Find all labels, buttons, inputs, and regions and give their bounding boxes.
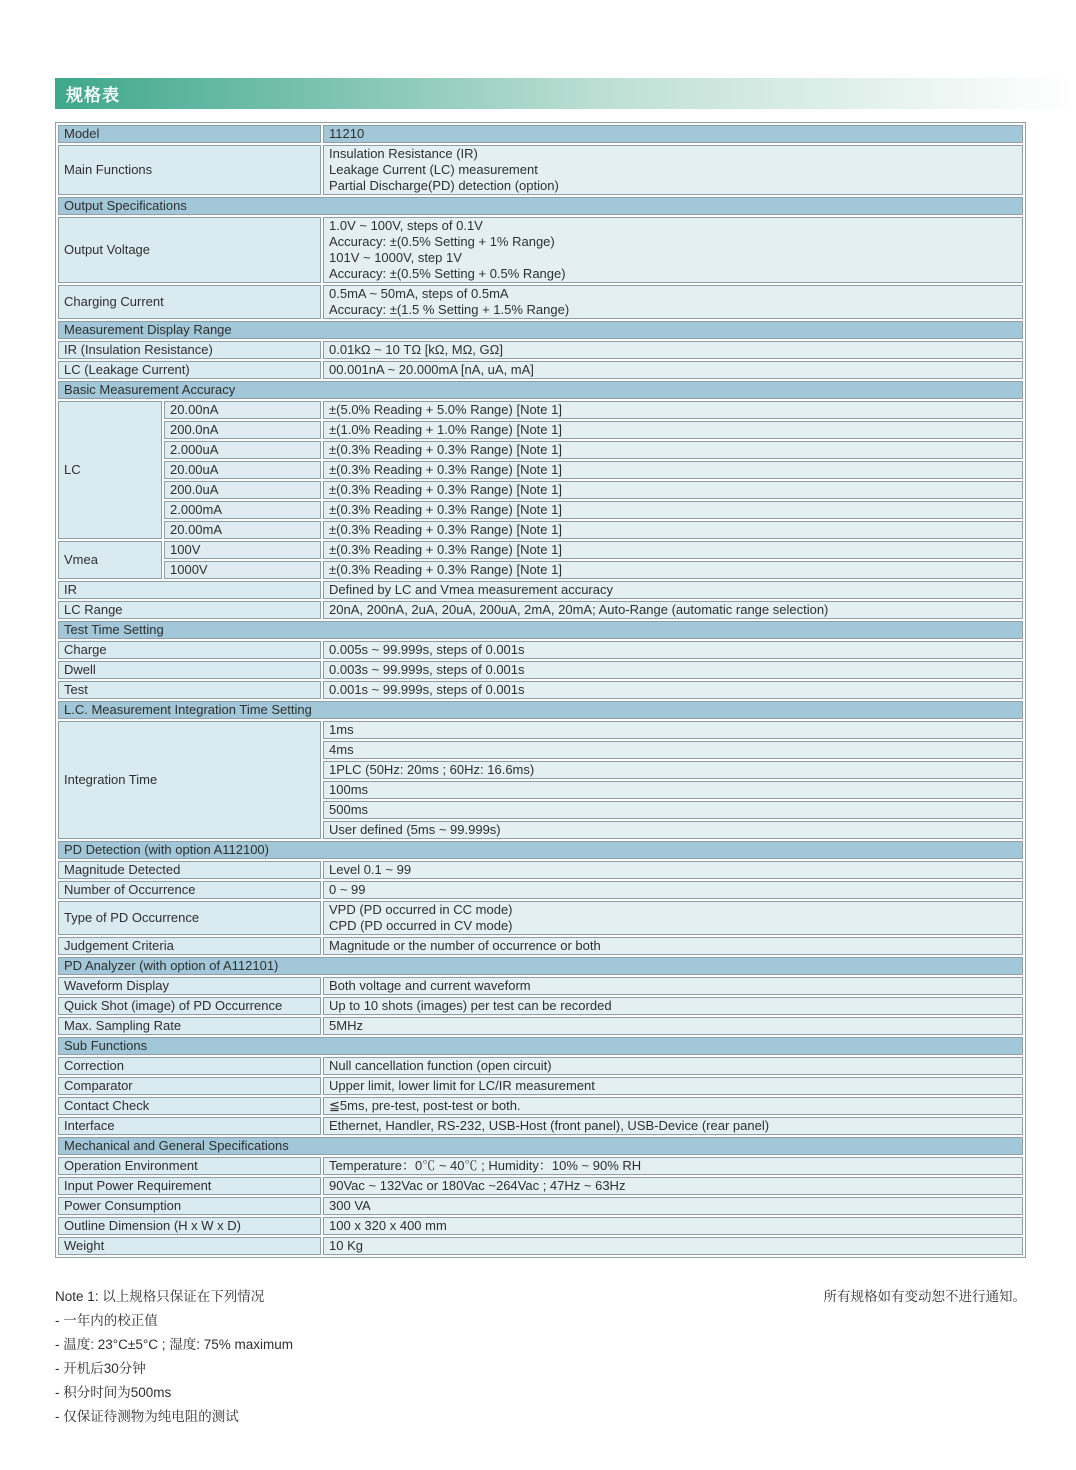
spec-group-row: [58, 521, 1023, 539]
spec-value-cell: 0.005s ~ 99.999s, steps of 0.001s: [323, 641, 1023, 659]
spec-group-row: [58, 401, 1023, 419]
spec-row: [58, 1157, 1023, 1175]
spec-row: [58, 361, 1023, 379]
section-row: [58, 1037, 1023, 1055]
spec-row: [58, 125, 1023, 143]
spec-group-row: [58, 721, 1023, 739]
spec-sub-cell: 200.0nA: [164, 421, 321, 439]
spec-value-cell: 20nA, 200nA, 2uA, 20uA, 200uA, 2mA, 20mA; Auto-Range (automatic range selection): [323, 601, 1023, 619]
spec-value-cell: Both voltage and current waveform: [323, 977, 1023, 995]
spec-value-cell: ±(0.3% Reading + 0.3% Range) [Note 1]: [323, 461, 1023, 479]
spec-sub-cell: 200.0uA: [164, 481, 321, 499]
spec-sub-cell: 100V: [164, 541, 321, 559]
spec-group-row: [58, 501, 1023, 519]
spec-value-cell: 1.0V ~ 100V, steps of 0.1V Accuracy: ±(0.5% Setting + 1% Range) 101V ~ 1000V, step 1V Accuracy: ±(0.5% Setting + 0.5% Range): [323, 217, 1023, 283]
note-item: - 一年内的校正值: [55, 1313, 158, 1328]
spec-label-cell: Power Consumption: [58, 1197, 321, 1215]
spec-row: [58, 285, 1023, 319]
spec-label-cell: Number of Occurrence: [58, 881, 321, 899]
spec-group-row: [58, 421, 1023, 439]
section-row: [58, 1137, 1023, 1155]
section-header-cell: Output Specifications: [58, 197, 1023, 215]
spec-label-cell: Weight: [58, 1237, 321, 1255]
spec-value-cell: 10 Kg: [323, 1237, 1023, 1255]
spec-value-cell: User defined (5ms ~ 99.999s): [323, 821, 1023, 839]
section-row: [58, 321, 1023, 339]
page-title: 规格表: [66, 86, 120, 105]
spec-row: [58, 661, 1023, 679]
spec-value-cell: 100 x 320 x 400 mm: [323, 1217, 1023, 1235]
spec-value-cell: Temperature：0℃ ~ 40℃ ; Humidity：10% ~ 90% RH: [323, 1157, 1023, 1175]
spec-sub-cell: 2.000mA: [164, 501, 321, 519]
spec-group-label-cell: Vmea: [58, 541, 162, 579]
spec-value-cell: Insulation Resistance (IR) Leakage Current (LC) measurement Partial Discharge(PD) detection (option): [323, 145, 1023, 195]
spec-label-cell: Test: [58, 681, 321, 699]
spec-value-cell: Upper limit, lower limit for LC/IR measurement: [323, 1077, 1023, 1095]
spec-value-cell: ±(0.3% Reading + 0.3% Range) [Note 1]: [323, 521, 1023, 539]
spec-table: [55, 122, 1026, 1258]
spec-row: [58, 977, 1023, 995]
spec-label-cell: IR: [58, 581, 321, 599]
spec-row: [58, 881, 1023, 899]
spec-row: [58, 1197, 1023, 1215]
spec-value-cell: 0.01kΩ ~ 10 TΩ [kΩ, MΩ, GΩ]: [323, 341, 1023, 359]
spec-sub-cell: 20.00uA: [164, 461, 321, 479]
spec-value-cell: 0.5mA ~ 50mA, steps of 0.5mA Accuracy: ±(1.5 % Setting + 1.5% Range): [323, 285, 1023, 319]
spec-label-cell: IR (Insulation Resistance): [58, 341, 321, 359]
spec-value-cell: ±(1.0% Reading + 1.0% Range) [Note 1]: [323, 421, 1023, 439]
spec-label-cell: Waveform Display: [58, 977, 321, 995]
spec-sub-cell: 20.00nA: [164, 401, 321, 419]
spec-label-cell: Operation Environment: [58, 1157, 321, 1175]
spec-group-row: [58, 461, 1023, 479]
section-header-cell: Test Time Setting: [58, 621, 1023, 639]
section-header-cell: Measurement Display Range: [58, 321, 1023, 339]
spec-table-body: [58, 125, 1023, 1255]
spec-value-cell: ±(0.3% Reading + 0.3% Range) [Note 1]: [323, 561, 1023, 579]
spec-value-cell: VPD (PD occurred in CC mode) CPD (PD occurred in CV mode): [323, 901, 1023, 935]
spec-value-cell: Ethernet, Handler, RS-232, USB-Host (front panel), USB-Device (rear panel): [323, 1117, 1023, 1135]
spec-row: [58, 901, 1023, 935]
spec-row: [58, 145, 1023, 195]
note1-label: Note 1: 以上规格只保证在下列情况: [55, 1289, 265, 1304]
spec-sub-cell: 2.000uA: [164, 441, 321, 459]
section-header-cell: PD Detection (with option A112100): [58, 841, 1023, 859]
spec-row: [58, 641, 1023, 659]
spec-value-cell: Level 0.1 ~ 99: [323, 861, 1023, 879]
spec-group-row: [58, 481, 1023, 499]
section-row: [58, 957, 1023, 975]
spec-value-cell: 1ms: [323, 721, 1023, 739]
spec-label-cell: Charge: [58, 641, 321, 659]
spec-label-cell: Dwell: [58, 661, 321, 679]
spec-label-cell: Correction: [58, 1057, 321, 1075]
spec-change-disclaimer: 所有规格如有变动恕不进行通知。: [823, 1289, 1026, 1304]
spec-value-cell: 00.001nA ~ 20.000mA [nA, uA, mA]: [323, 361, 1023, 379]
footnotes: [55, 1285, 1026, 1429]
spec-value-cell: Null cancellation function (open circuit): [323, 1057, 1023, 1075]
spec-row: [58, 581, 1023, 599]
spec-label-cell: Model: [58, 125, 321, 143]
spec-value-cell: ≦5ms, pre-test, post-test or both.: [323, 1097, 1023, 1115]
spec-value-cell: 11210: [323, 125, 1023, 143]
spec-label-cell: Comparator: [58, 1077, 321, 1095]
section-title-bar: [55, 78, 1076, 109]
note-item: - 仅保证待测物为纯电阻的测试: [55, 1409, 239, 1424]
section-row: [58, 197, 1023, 215]
section-row: [58, 701, 1023, 719]
spec-value-cell: 90Vac ~ 132Vac or 180Vac ~264Vac ; 47Hz ~ 63Hz: [323, 1177, 1023, 1195]
spec-value-cell: ±(0.3% Reading + 0.3% Range) [Note 1]: [323, 541, 1023, 559]
spec-group-row: [58, 441, 1023, 459]
spec-row: [58, 1217, 1023, 1235]
spec-value-cell: ±(0.3% Reading + 0.3% Range) [Note 1]: [323, 501, 1023, 519]
spec-row: [58, 1237, 1023, 1255]
note-head-line: [55, 1285, 1026, 1309]
section-header-cell: PD Analyzer (with option of A112101): [58, 957, 1023, 975]
spec-value-cell: 300 VA: [323, 1197, 1023, 1215]
section-header-cell: L.C. Measurement Integration Time Setting: [58, 701, 1023, 719]
spec-value-cell: 100ms: [323, 781, 1023, 799]
spec-label-cell: Max. Sampling Rate: [58, 1017, 321, 1035]
spec-label-cell: Interface: [58, 1117, 321, 1135]
section-row: [58, 381, 1023, 399]
spec-label-cell: LC Range: [58, 601, 321, 619]
section-row: [58, 621, 1023, 639]
spec-value-cell: 0 ~ 99: [323, 881, 1023, 899]
spec-label-cell: Input Power Requirement: [58, 1177, 321, 1195]
spec-group-row: [58, 561, 1023, 579]
spec-label-cell: Charging Current: [58, 285, 321, 319]
note-item: - 温度: 23°C±5°C ; 湿度: 75% maximum: [55, 1337, 294, 1352]
spec-label-cell: LC (Leakage Current): [58, 361, 321, 379]
spec-row: [58, 601, 1023, 619]
spec-value-cell: Up to 10 shots (images) per test can be recorded: [323, 997, 1023, 1015]
section-header-cell: Basic Measurement Accuracy: [58, 381, 1023, 399]
note-item: - 开机后30分钟: [55, 1361, 146, 1376]
spec-label-cell: Type of PD Occurrence: [58, 901, 321, 935]
spec-label-cell: Magnitude Detected: [58, 861, 321, 879]
spec-row: [58, 861, 1023, 879]
section-row: [58, 841, 1023, 859]
spec-sub-cell: 1000V: [164, 561, 321, 579]
spec-label-cell: Output Voltage: [58, 217, 321, 283]
spec-label-cell: Quick Shot (image) of PD Occurrence: [58, 997, 321, 1015]
spec-row: [58, 341, 1023, 359]
spec-label-cell: Main Functions: [58, 145, 321, 195]
spec-group-label-cell: Integration Time: [58, 721, 321, 839]
spec-row: [58, 1117, 1023, 1135]
spec-row: [58, 217, 1023, 283]
section-header-cell: Sub Functions: [58, 1037, 1023, 1055]
spec-label-cell: Judgement Criteria: [58, 937, 321, 955]
section-header-cell: Mechanical and General Specifications: [58, 1137, 1023, 1155]
spec-group-row: [58, 541, 1023, 559]
spec-row: [58, 1077, 1023, 1095]
spec-value-cell: Defined by LC and Vmea measurement accuracy: [323, 581, 1023, 599]
spec-row: [58, 1017, 1023, 1035]
spec-group-label-cell: LC: [58, 401, 162, 539]
spec-value-cell: ±(0.3% Reading + 0.3% Range) [Note 1]: [323, 481, 1023, 499]
spec-row: [58, 1097, 1023, 1115]
spec-value-cell: 1PLC (50Hz: 20ms ; 60Hz: 16.6ms): [323, 761, 1023, 779]
spec-value-cell: Magnitude or the number of occurrence or both: [323, 937, 1023, 955]
spec-value-cell: ±(0.3% Reading + 0.3% Range) [Note 1]: [323, 441, 1023, 459]
spec-row: [58, 997, 1023, 1015]
spec-row: [58, 937, 1023, 955]
spec-sub-cell: 20.00mA: [164, 521, 321, 539]
spec-row: [58, 1057, 1023, 1075]
spec-value-cell: 0.001s ~ 99.999s, steps of 0.001s: [323, 681, 1023, 699]
spec-row: [58, 1177, 1023, 1195]
spec-label-cell: Contact Check: [58, 1097, 321, 1115]
spec-value-cell: ±(5.0% Reading + 5.0% Range) [Note 1]: [323, 401, 1023, 419]
spec-label-cell: Outline Dimension (H x W x D): [58, 1217, 321, 1235]
spec-value-cell: 500ms: [323, 801, 1023, 819]
spec-value-cell: 0.003s ~ 99.999s, steps of 0.001s: [323, 661, 1023, 679]
spec-value-cell: 5MHz: [323, 1017, 1023, 1035]
spec-value-cell: 4ms: [323, 741, 1023, 759]
spec-row: [58, 681, 1023, 699]
note-item: - 积分时间为500ms: [55, 1385, 172, 1400]
